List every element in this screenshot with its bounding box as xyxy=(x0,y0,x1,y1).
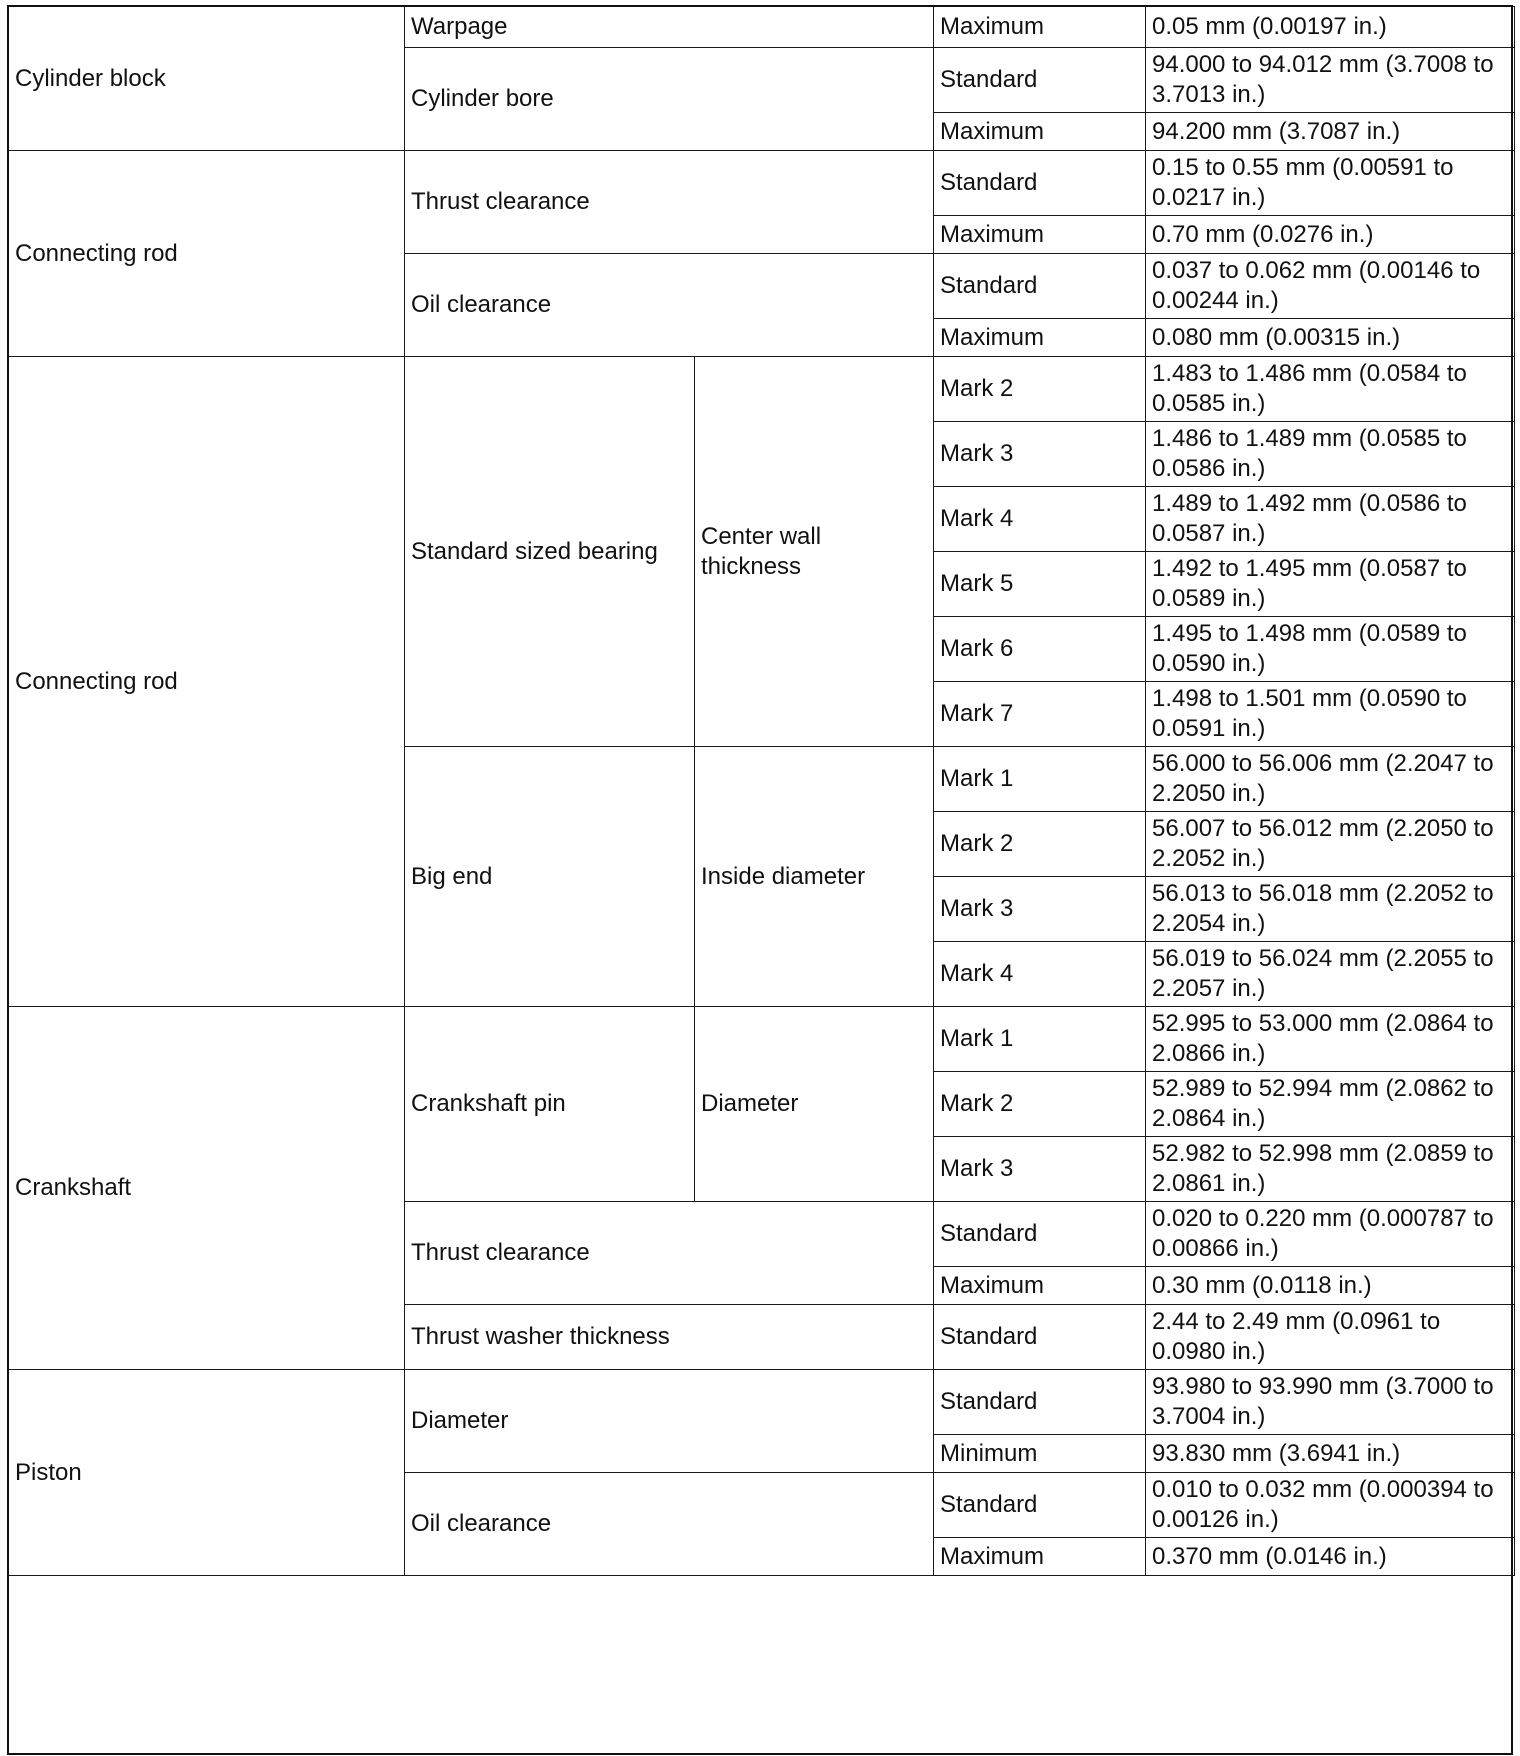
specification-table xyxy=(8,6,1515,1576)
value-cell: 52.995 to 53.000 mm (2.0864 to 2.0866 in.) xyxy=(1146,1007,1515,1072)
condition-cell: Maximum xyxy=(934,216,1146,254)
condition-cell: Mark 2 xyxy=(934,357,1146,422)
condition-cell: Standard xyxy=(934,1370,1146,1435)
item-cell: Thrust clearance xyxy=(405,151,934,254)
value-cell: 0.370 mm (0.0146 in.) xyxy=(1146,1538,1515,1576)
value-cell: 0.080 mm (0.00315 in.) xyxy=(1146,319,1515,357)
value-cell: 2.44 to 2.49 mm (0.0961 to 0.0980 in.) xyxy=(1146,1305,1515,1370)
condition-cell: Mark 3 xyxy=(934,877,1146,942)
item-cell: Oil clearance xyxy=(405,1473,934,1576)
value-cell: 0.010 to 0.032 mm (0.000394 to 0.00126 in.) xyxy=(1146,1473,1515,1538)
condition-cell: Mark 1 xyxy=(934,1007,1146,1072)
value-cell: 0.05 mm (0.00197 in.) xyxy=(1146,7,1515,48)
component-cell: Crankshaft xyxy=(9,1007,405,1370)
value-cell: 93.830 mm (3.6941 in.) xyxy=(1146,1435,1515,1473)
item-cell: Standard sized bearing xyxy=(405,357,695,747)
item-cell: Cylinder bore xyxy=(405,48,934,151)
item-cell: Crankshaft pin xyxy=(405,1007,695,1202)
condition-cell: Minimum xyxy=(934,1435,1146,1473)
condition-cell: Mark 2 xyxy=(934,812,1146,877)
table-row xyxy=(9,7,1515,48)
condition-cell: Maximum xyxy=(934,1538,1146,1576)
condition-cell: Standard xyxy=(934,1473,1146,1538)
value-cell: 1.489 to 1.492 mm (0.0586 to 0.0587 in.) xyxy=(1146,487,1515,552)
condition-cell: Standard xyxy=(934,151,1146,216)
value-cell: 94.000 to 94.012 mm (3.7008 to 3.7013 in.) xyxy=(1146,48,1515,113)
component-cell: Connecting rod xyxy=(9,151,405,357)
value-cell: 56.007 to 56.012 mm (2.2050 to 2.2052 in.) xyxy=(1146,812,1515,877)
value-cell: 1.483 to 1.486 mm (0.0584 to 0.0585 in.) xyxy=(1146,357,1515,422)
subitem-cell: Diameter xyxy=(695,1007,934,1202)
value-cell: 93.980 to 93.990 mm (3.7000 to 3.7004 in.) xyxy=(1146,1370,1515,1435)
subitem-cell: Center wall thickness xyxy=(695,357,934,747)
value-cell: 56.000 to 56.006 mm (2.2047 to 2.2050 in.) xyxy=(1146,747,1515,812)
value-cell: 56.019 to 56.024 mm (2.2055 to 2.2057 in.) xyxy=(1146,942,1515,1007)
item-cell: Big end xyxy=(405,747,695,1007)
value-cell: 0.30 mm (0.0118 in.) xyxy=(1146,1267,1515,1305)
component-cell: Connecting rod xyxy=(9,357,405,1007)
value-cell: 94.200 mm (3.7087 in.) xyxy=(1146,113,1515,151)
value-cell: 1.495 to 1.498 mm (0.0589 to 0.0590 in.) xyxy=(1146,617,1515,682)
value-cell: 1.486 to 1.489 mm (0.0585 to 0.0586 in.) xyxy=(1146,422,1515,487)
item-cell: Oil clearance xyxy=(405,254,934,357)
value-cell: 52.989 to 52.994 mm (2.0862 to 2.0864 in.) xyxy=(1146,1072,1515,1137)
component-cell: Piston xyxy=(9,1370,405,1576)
value-cell: 0.020 to 0.220 mm (0.000787 to 0.00866 in.) xyxy=(1146,1202,1515,1267)
condition-cell: Mark 3 xyxy=(934,1137,1146,1202)
condition-cell: Standard xyxy=(934,1202,1146,1267)
value-cell: 0.70 mm (0.0276 in.) xyxy=(1146,216,1515,254)
subitem-cell: Inside diameter xyxy=(695,747,934,1007)
condition-cell: Maximum xyxy=(934,319,1146,357)
condition-cell: Mark 4 xyxy=(934,487,1146,552)
specification-table-body xyxy=(9,7,1515,1576)
value-cell: 0.037 to 0.062 mm (0.00146 to 0.00244 in.) xyxy=(1146,254,1515,319)
condition-cell: Mark 2 xyxy=(934,1072,1146,1137)
item-cell: Warpage xyxy=(405,7,934,48)
value-cell: 0.15 to 0.55 mm (0.00591 to 0.0217 in.) xyxy=(1146,151,1515,216)
table-row xyxy=(9,1370,1515,1435)
value-cell: 1.492 to 1.495 mm (0.0587 to 0.0589 in.) xyxy=(1146,552,1515,617)
condition-cell: Maximum xyxy=(934,1267,1146,1305)
value-cell: 52.982 to 52.998 mm (2.0859 to 2.0861 in.) xyxy=(1146,1137,1515,1202)
condition-cell: Standard xyxy=(934,1305,1146,1370)
condition-cell: Mark 7 xyxy=(934,682,1146,747)
table-row xyxy=(9,1007,1515,1072)
table-row xyxy=(9,151,1515,216)
condition-cell: Mark 4 xyxy=(934,942,1146,1007)
condition-cell: Mark 6 xyxy=(934,617,1146,682)
condition-cell: Standard xyxy=(934,254,1146,319)
condition-cell: Standard xyxy=(934,48,1146,113)
condition-cell: Maximum xyxy=(934,7,1146,48)
value-cell: 56.013 to 56.018 mm (2.2052 to 2.2054 in.) xyxy=(1146,877,1515,942)
condition-cell: Mark 3 xyxy=(934,422,1146,487)
component-cell: Cylinder block xyxy=(9,7,405,151)
condition-cell: Maximum xyxy=(934,113,1146,151)
condition-cell: Mark 1 xyxy=(934,747,1146,812)
table-row xyxy=(9,357,1515,422)
value-cell: 1.498 to 1.501 mm (0.0590 to 0.0591 in.) xyxy=(1146,682,1515,747)
item-cell: Diameter xyxy=(405,1370,934,1473)
condition-cell: Mark 5 xyxy=(934,552,1146,617)
item-cell: Thrust washer thickness xyxy=(405,1305,934,1370)
item-cell: Thrust clearance xyxy=(405,1202,934,1305)
